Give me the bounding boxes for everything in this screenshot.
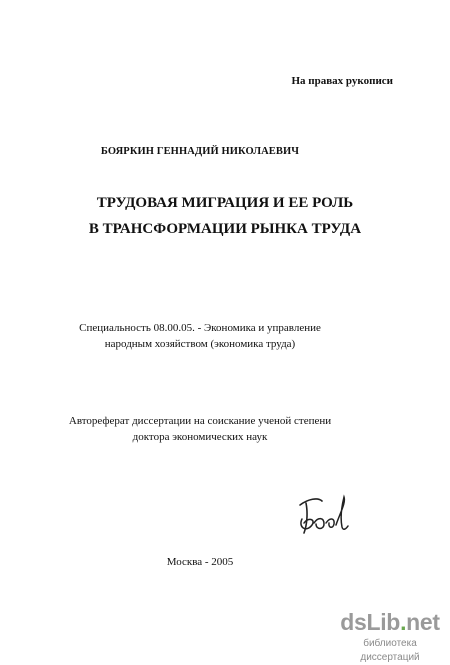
rights-notice: На правах рукописи: [291, 75, 393, 87]
title-line-1: ТРУДОВАЯ МИГРАЦИЯ И ЕЕ РОЛЬ: [96, 195, 354, 211]
logo-main: dsLib: [340, 609, 401, 635]
author-name: БОЯРКИН ГЕННАДИЙ НИКОЛАЕВИЧ: [100, 146, 300, 157]
logo-dot: .: [400, 609, 407, 635]
watermark-logo: [340, 608, 440, 636]
specialty-line-2: народным хозяйством (экономика труда): [104, 338, 296, 350]
watermark-subtitle: библиотека диссертаций: [360, 638, 420, 663]
abstract-line-1: Автореферат диссертации на соискание ученой степени: [68, 415, 332, 427]
abstract-line-2: доктора экономических наук: [132, 431, 268, 443]
title-line-2: В ТРАНСФОРМАЦИИ РЫНКА ТРУДА: [88, 221, 362, 237]
dslib-watermark: [340, 608, 440, 663]
specialty-line-1: Специальность 08.00.05. - Экономика и управление: [79, 322, 321, 334]
logo-tld: net: [406, 609, 440, 635]
handwritten-signature: [292, 493, 352, 537]
city-year: Москва - 2005: [166, 556, 234, 568]
